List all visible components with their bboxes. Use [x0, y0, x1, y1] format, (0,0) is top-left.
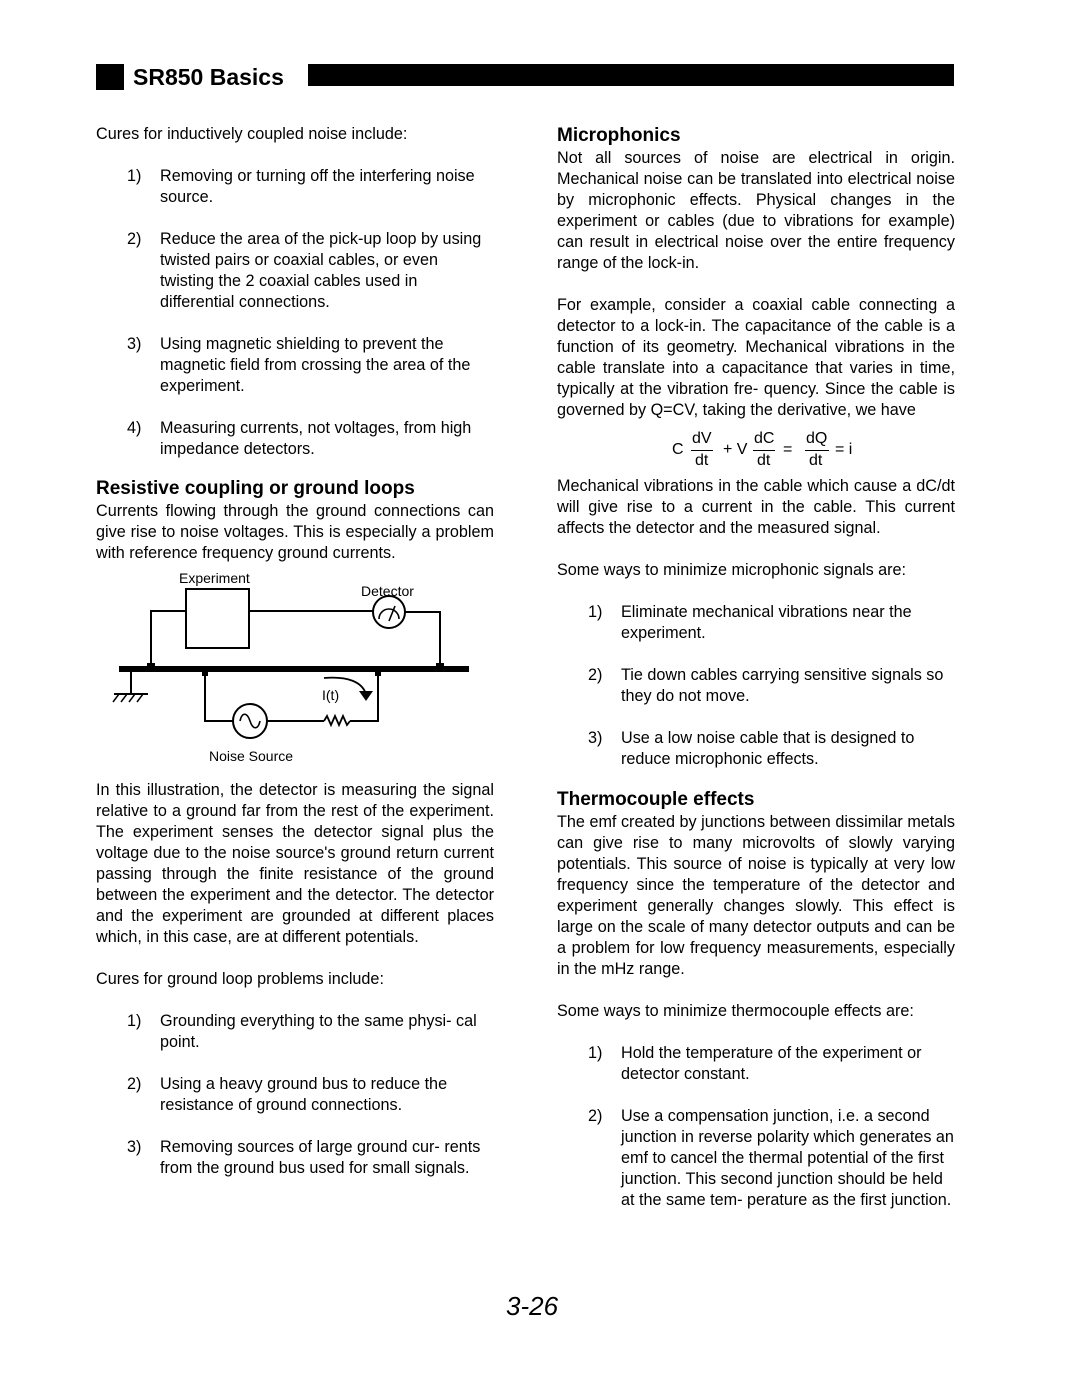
list-item: 2) Using a heavy ground bus to reduce the resistance of ground connections. — [127, 1075, 448, 1114]
list-item: 1) Grounding everything to the same physi- cal point. — [127, 1012, 477, 1051]
detector-icon — [373, 596, 405, 628]
left-column — [96, 124, 494, 1179]
detector-label: Detector — [361, 583, 414, 599]
equation — [557, 429, 955, 471]
list-item: 2) Reduce the area of the pick-up loop by using twisted pairs or coaxial cables, or even twisting the 2 coaxial cables used in differential connections. — [127, 230, 482, 311]
ground-bus — [119, 666, 469, 672]
eq-c: C — [672, 441, 684, 458]
page-title: SR850 Basics — [133, 64, 284, 90]
eq-equals-1: = — [783, 441, 793, 458]
eq-dt-2: dt — [757, 452, 771, 469]
eq-plus-v: + V — [723, 441, 748, 458]
list-item: 1) Eliminate mechanical vibrations near the experiment. — [588, 603, 912, 642]
eq-equals-i: = i — [835, 441, 853, 458]
microphonics-paragraph-3: Mechanical vibrations in the cable which cause a dC/dt will give rise to a current in the cable. This current affects the detector and the measured signal. — [557, 477, 955, 537]
microphonics-intro: Some ways to minimize microphonic signals are: — [557, 561, 907, 579]
list-item: 3) Using magnetic shielding to prevent the magnetic field from crossing the area of the experiment. — [127, 335, 471, 395]
right-column — [557, 124, 955, 1211]
current-label: I(t) — [322, 687, 340, 703]
illustration-paragraph: In this illustration, the detector is measuring the signal relative to a ground far from the rest of the experiment. The experiment senses the detector signal plus the voltage due to the noise source's ground return current passing through the finite resistance of the ground between the experiment and the detector. The detector and the experiment are grounded at different places which, in this case, are at different potentials. — [96, 781, 494, 946]
list-item: 1) Removing or turning off the interfering noise source. — [127, 167, 475, 206]
resistive-coupling-heading: Resistive coupling or ground loops — [96, 478, 415, 499]
eq-dt-3: dt — [809, 452, 823, 469]
header-block — [96, 64, 124, 90]
thermocouple-heading: Thermocouple effects — [557, 789, 755, 810]
noise-source-label: Noise Source — [209, 748, 294, 764]
eq-dt-1: dt — [695, 452, 709, 469]
noise-loop-wire — [205, 672, 233, 721]
resistor-icon — [324, 716, 350, 725]
page-number: 3-26 — [506, 1291, 559, 1321]
microphonics-paragraph-2: For example, consider a coaxial cable connecting a detector to a lock-in. The capacitance of the cable is a function of its geometry. Mechanical vibrations in the cable translate into a capacitance that varies in time, typically at the vibration fre- quency. Since the cable is governed by Q=CV, taking the derivative, we have — [557, 296, 955, 419]
ground-cures-intro: Cures for ground loop problems include: — [96, 970, 384, 988]
list-item: 2) Tie down cables carrying sensitive signals so they do not move. — [588, 666, 944, 705]
list-item: 4) Measuring currents, not voltages, from high impedance detectors. — [127, 419, 472, 458]
thermocouple-intro: Some ways to minimize thermocouple effects are: — [557, 1002, 914, 1020]
eq-dq: dQ — [806, 430, 828, 447]
inductive-intro: Cures for inductively coupled noise include: — [96, 125, 408, 143]
thermocouple-paragraph: The emf created by junctions between dissimilar metals can give rise to many microvolts of slowly varying potentials. This source of noise is typically at very low frequency since the temperature of the detector and experiment generally changes slowly. This effect is large on the scale of many detector outputs and can be a problem for low frequency measurements, especially in the mHz range. — [557, 813, 955, 978]
page-header — [96, 64, 954, 90]
detector-ground-wire — [405, 612, 440, 666]
ground-loop-diagram — [96, 570, 494, 780]
experiment-ground-wire — [151, 611, 186, 666]
resistive-intro: Currents flowing through the ground connections can give rise to noise voltages. This is especially a problem with reference frequency ground currents. — [96, 502, 494, 562]
experiment-box — [186, 589, 249, 648]
list-item: 2) Use a compensation junction, i.e. a second junction in reverse polarity which generates an emf to cancel the thermal potential of the first junction. This second junction should be held at the same tem- perature as the first junction. — [588, 1107, 954, 1209]
list-item: 3) Use a low noise cable that is designed to reduce microphonic effects. — [588, 729, 915, 768]
microphonics-paragraph-1: Not all sources of noise are electrical in origin. Mechanical noise can be translated into electrical noise by microphonic effects. Physical changes in the experiment or cables (due to vibrations for example) can result in electrical noise over the entire frequency range of the lock-in. — [557, 149, 955, 272]
header-bar — [308, 64, 954, 86]
list-item: 3) Removing sources of large ground cur- rents from the ground bus used for small signals. — [127, 1138, 481, 1177]
eq-dv: dV — [692, 430, 712, 447]
experiment-label: Experiment — [179, 570, 250, 586]
list-item: 1) Hold the temperature of the experiment or detector constant. — [588, 1044, 922, 1083]
ground-loop-schematic — [96, 570, 494, 780]
microphonics-heading: Microphonics — [557, 125, 681, 146]
eq-dc: dC — [754, 430, 775, 447]
